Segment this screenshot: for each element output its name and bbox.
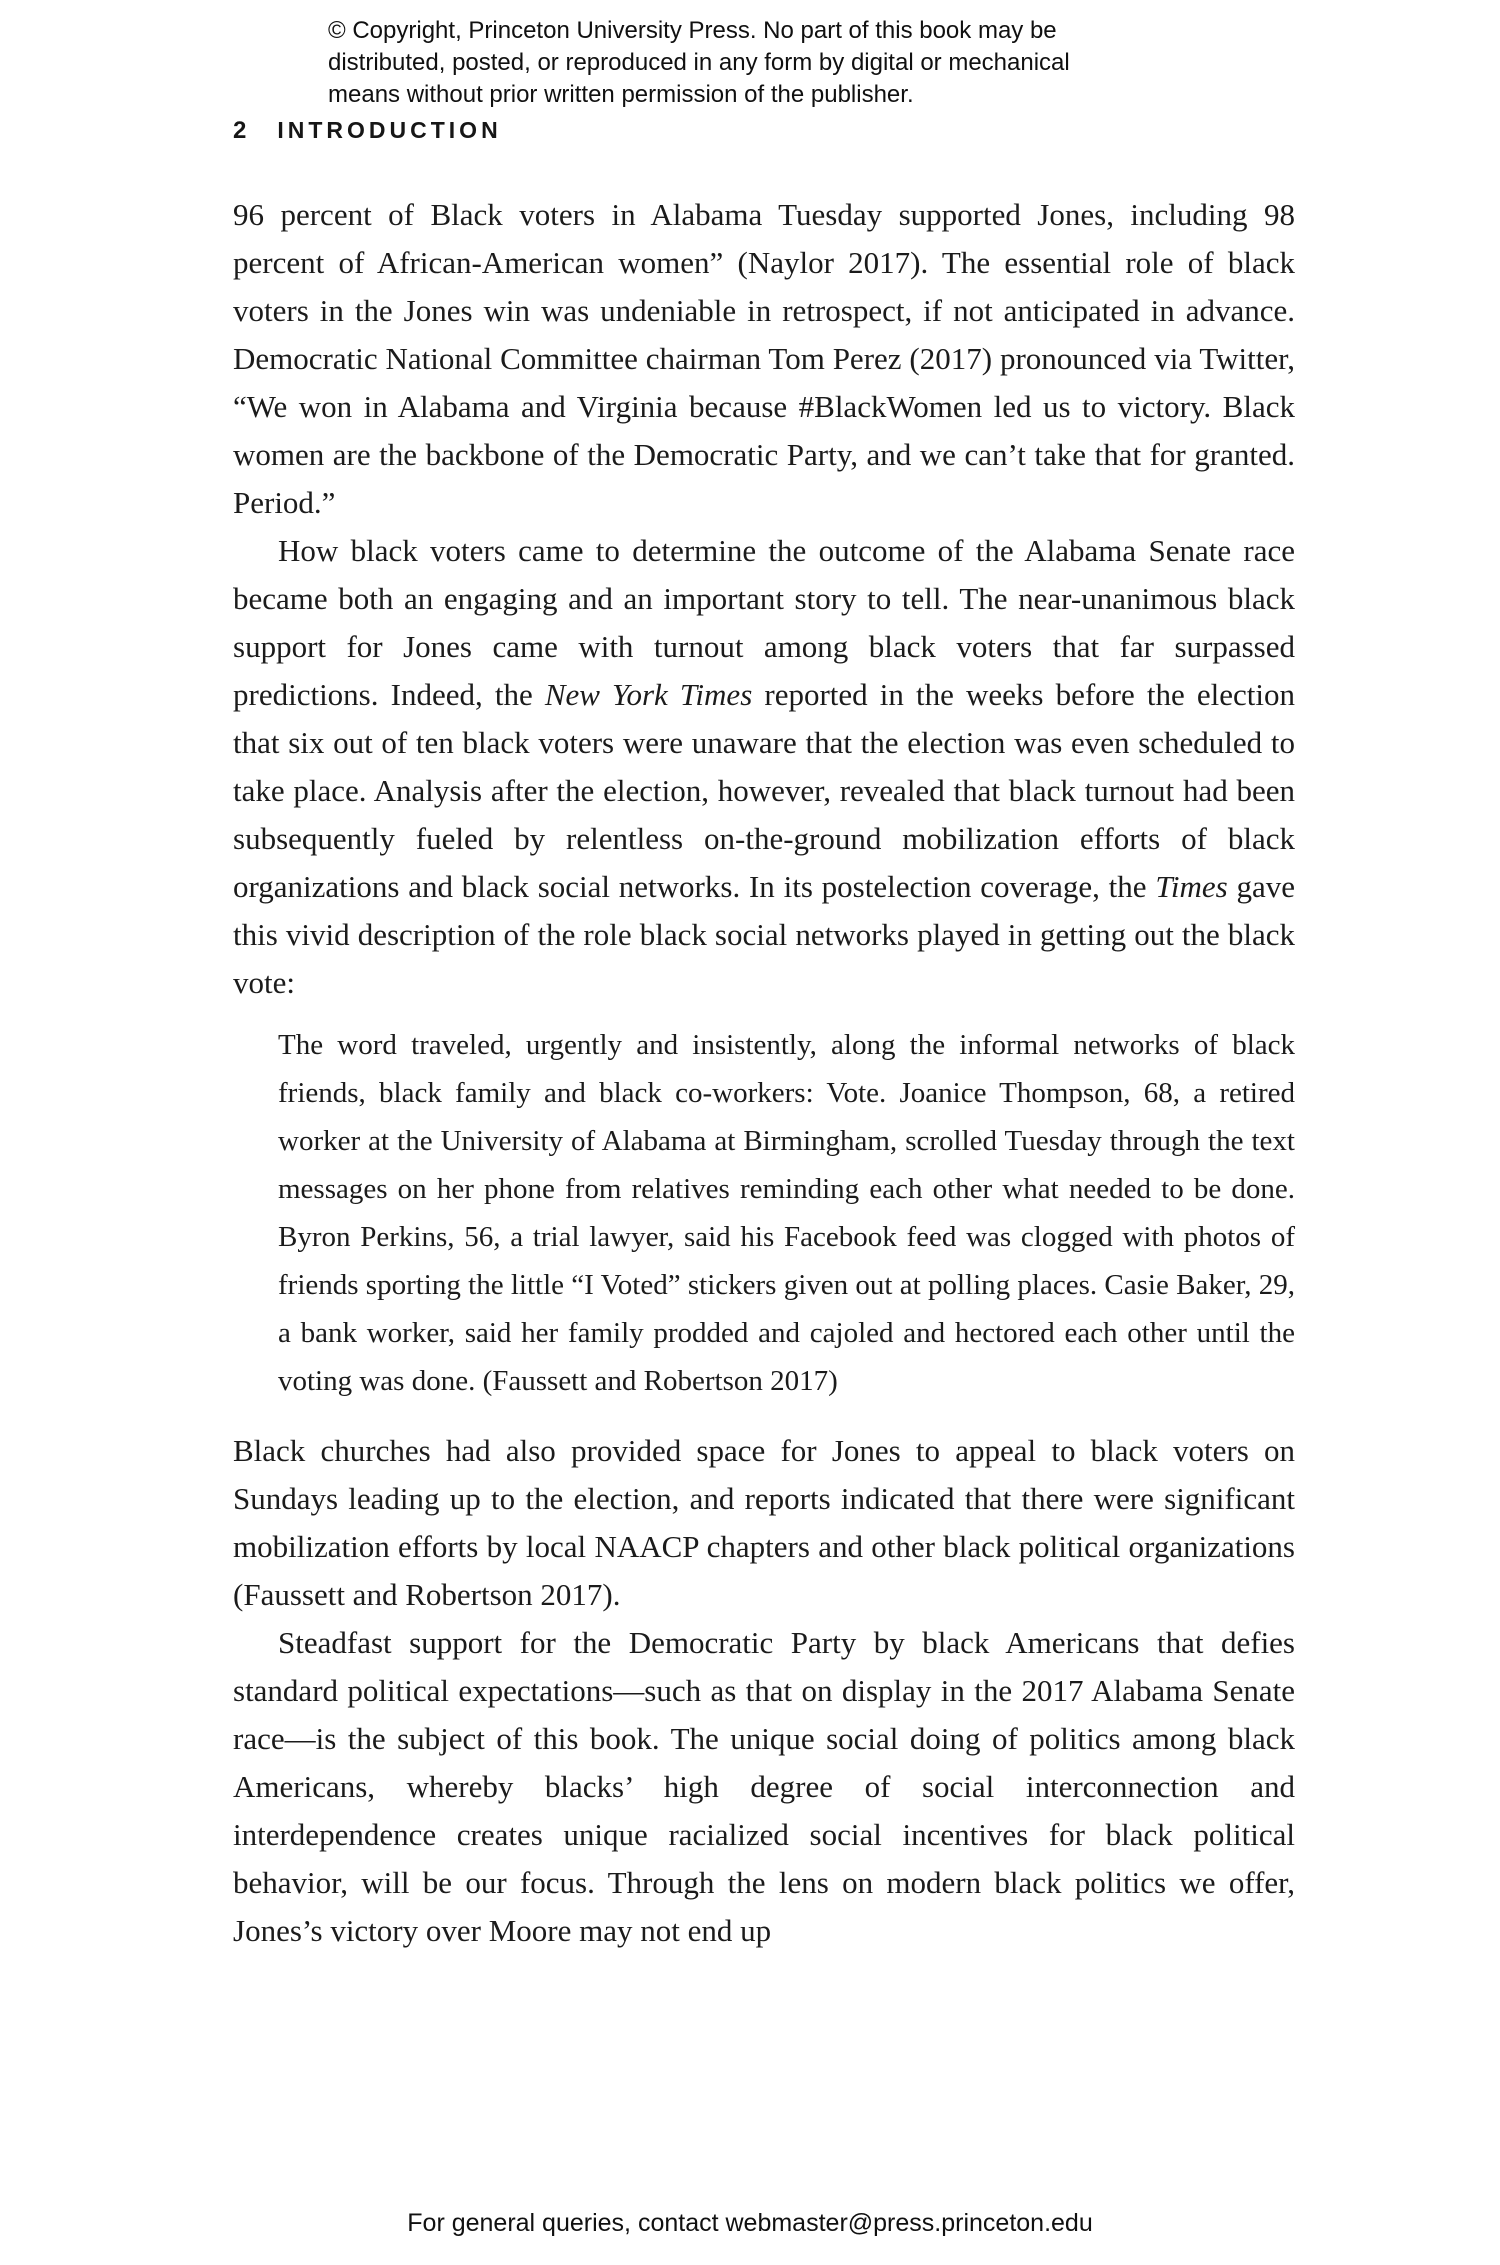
paragraph-text: gave this vivid description of the role black social networks played in getting out the black vote: (233, 869, 1295, 1000)
copyright-line: © Copyright, Princeton University Press. No part of this book may be (328, 17, 1057, 44)
paragraph-text: How black voters came to determine the outcome of the Alabama Senate race became both an engaging and an important story to tell. The near-unanimous black support for Jones came with turnout among black voters that far surpassed predictions. Indeed, the (233, 533, 1295, 712)
paragraph-text: Steadfast support for the Democratic Party by black Americans that defies standard political expectations—such as that on display in the 2017 Alabama Senate race—is the subject of this book. The unique social doing of politics among black Americans, whereby blacks’ high degree of social interconnection and interdependence creates unique racialized social incentives for black political behavior, will be our focus. Through the lens on modern black politics we offer, Jones’s victory over Moore may not end up (233, 1625, 1295, 1948)
paragraph-text: The word traveled, urgently and insistently, along the informal networks of black friends, black family and black co-workers: Vote. Joanice Thompson, 68, a retired worker at the University of Alabama at Birmingham, scrolled Tuesday through the text messages on her phone from relatives reminding each other what needed to be done. Byron Perkins, 56, a trial lawyer, said his Facebook feed was clogged with photos of friends sporting the little “I Voted” stickers given out at polling places. Casie Baker, 29, a bank worker, said her family prodded and cajoled and hectored each other until the voting was done. (Faussett and Robertson 2017) (278, 1029, 1295, 1397)
copyright-line: distributed, posted, or reproduced in any form by digital or mechanical (328, 49, 1070, 76)
block-quote (233, 1021, 1295, 1405)
paragraph (233, 1427, 1295, 1619)
paragraph-text: 96 percent of Black voters in Alabama Tuesday supported Jones, including 98 percent of African-American women” (Naylor 2017). The essential role of black voters in the Jones win was undeniable in retrospect, if not anticipated in advance. Democratic National Committee chairman Tom Perez (2017) pronounced via Twitter, “We won in Alabama and Virginia because #BlackWomen led us to victory. Black women are the backbone of the Democratic Party, and we can’t take that for granted. Period.” (233, 197, 1295, 520)
paragraph-text: Black churches had also provided space for Jones to appeal to black voters on Sundays leading up to the election, and reports indicated that there were significant mobilization efforts by local NAACP chapters and other black political organizations (Faussett and Robertson 2017). (233, 1433, 1295, 1612)
running-head (233, 117, 502, 145)
footer-query-line (0, 2209, 1500, 2238)
italic-text: New York Times (544, 677, 753, 712)
paragraph-text: reported in the weeks before the election that six out of ten black voters were unaware that the election was even scheduled to take place. Analysis after the election, however, revealed that black turnout had been subsequently fueled by relentless on-the-ground mobilization efforts of black organizations and black social networks. In its postelection coverage, the (233, 677, 1295, 904)
paragraph (233, 191, 1295, 527)
webmaster-email[interactable]: webmaster@press.princeton.edu (725, 2209, 1093, 2237)
italic-text: Times (1155, 869, 1228, 904)
footer-text: For general queries, contact (407, 2209, 726, 2237)
copyright-notice (328, 15, 1070, 111)
paragraph (233, 527, 1295, 1007)
paragraph (233, 1619, 1295, 1955)
running-title: INTRODUCTION (277, 117, 502, 143)
copyright-line: means without prior written permission of the publisher. (328, 81, 914, 108)
body-text-column (233, 191, 1295, 1955)
page-number: 2 (233, 117, 247, 144)
